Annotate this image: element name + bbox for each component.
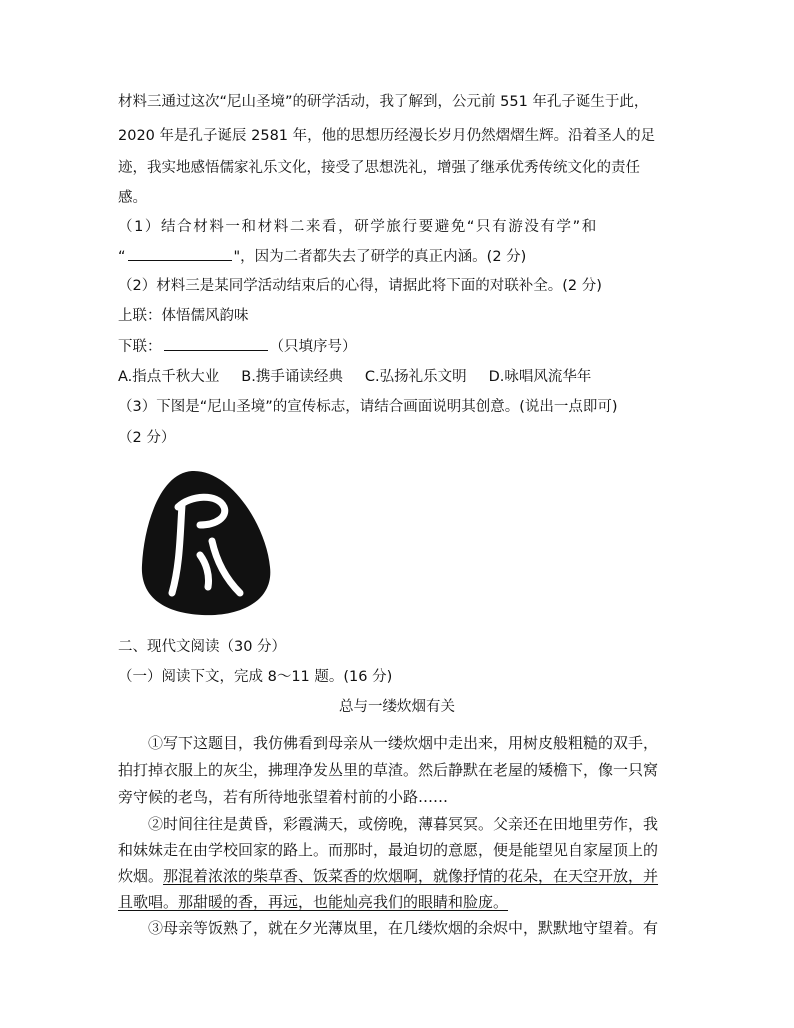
q1-open-quote: “ bbox=[118, 249, 126, 265]
underlined-sentence-part-1: 那混着浓浓的柴草香、饭菜香的炊烟啊，就像抒情的花朵，在天空开放，并 bbox=[163, 867, 659, 885]
question-3-score: （2 分） bbox=[118, 430, 176, 446]
option-d: D.咏唱风流华年 bbox=[488, 369, 592, 385]
paragraph-3-line-1: ③母亲等饭熟了，就在夕光薄岚里，在几缕炊烟的余烬中，默默地守望着。有 bbox=[148, 919, 659, 937]
underlined-sentence-part-2: 且歌唱。那甜暖的香，再远，也能灿亮我们的眼睛和脸庞。 bbox=[118, 893, 509, 911]
paragraph-2-line-3 bbox=[118, 866, 688, 886]
question-1-line-2 bbox=[118, 246, 688, 267]
option-a: A.指点千秋大业 bbox=[118, 369, 220, 385]
question-2-prompt: （2）材料三是某同学活动结束后的心得，请据此将下面的对联补全。(2 分) bbox=[118, 278, 602, 294]
couplet-lower-label: 下联： bbox=[118, 339, 162, 355]
material3-line-1: 材料三通过这次“尼山圣境”的研学活动，我了解到，公元前 551 年孔子诞生于此， bbox=[118, 94, 649, 110]
nishan-seal-icon bbox=[120, 455, 290, 625]
paragraph-1-line-3: 旁守候的老鸟，若有所待地张望着村前的小路…… bbox=[118, 788, 449, 806]
material3-line-2: 2020 年是孔子诞辰 2581 年，他的思想历经漫长岁月仍然熠熠生辉。沿着圣人的足 bbox=[118, 128, 656, 144]
article-title: 总与一缕炊烟有关 bbox=[339, 699, 455, 715]
couplet-upper: 上联：体悟儒风韵味 bbox=[118, 308, 249, 324]
section-2-subheading: （一）阅读下文，完成 8～11 题。(16 分) bbox=[118, 669, 393, 685]
option-c: C.弘扬礼乐文明 bbox=[364, 369, 467, 385]
question-3-prompt: （3）下图是“尼山圣境”的宣传标志，请结合画面说明其创意。(说出一点即可) bbox=[118, 399, 618, 415]
couplet-lower-note: （只填序号） bbox=[269, 339, 357, 355]
question-1-line-1: （1）结合材料一和材料二来看，研学旅行要避免“只有游没有学”和 bbox=[118, 219, 598, 235]
couplet-answer-blank[interactable] bbox=[164, 336, 268, 351]
section-2-heading: 二、现代文阅读（30 分） bbox=[118, 639, 287, 655]
q1-line-2-text: "，因为二者都失去了研学的真正内涵。(2 分) bbox=[233, 249, 527, 265]
paragraph-2-line-1: ②时间往往是黄昏，彩霞满天，或傍晚，薄暮冥冥。父亲还在田地里劳作，我 bbox=[148, 815, 659, 833]
paragraph-1-line-1: ①写下这题目，我仿佛看到母亲从一缕炊烟中走出来，用树皮般粗糙的双手， bbox=[148, 734, 659, 752]
paragraph-2-plain-text: 炊烟。 bbox=[118, 867, 164, 885]
couplet-options bbox=[118, 367, 688, 387]
paragraph-1-line-2: 拍打掉衣服上的灰尘，拂理净发丛里的草渣。然后静默在老屋的矮檐下，像一只窝 bbox=[118, 761, 659, 779]
option-b: B.携手诵读经典 bbox=[241, 369, 343, 385]
material3-line-4: 感。 bbox=[118, 190, 147, 206]
q1-answer-blank[interactable] bbox=[128, 246, 232, 261]
material3-line-3: 迹，我实地感悟儒家礼乐文化，接受了思想洗礼，增强了继承优秀传统文化的责任 bbox=[118, 160, 640, 176]
paragraph-2-line-2: 和妹妹走在由学校回家的路上。而那时，最迫切的意愿，便是能望见自家屋顶上的 bbox=[118, 841, 659, 859]
couplet-lower bbox=[118, 336, 688, 357]
